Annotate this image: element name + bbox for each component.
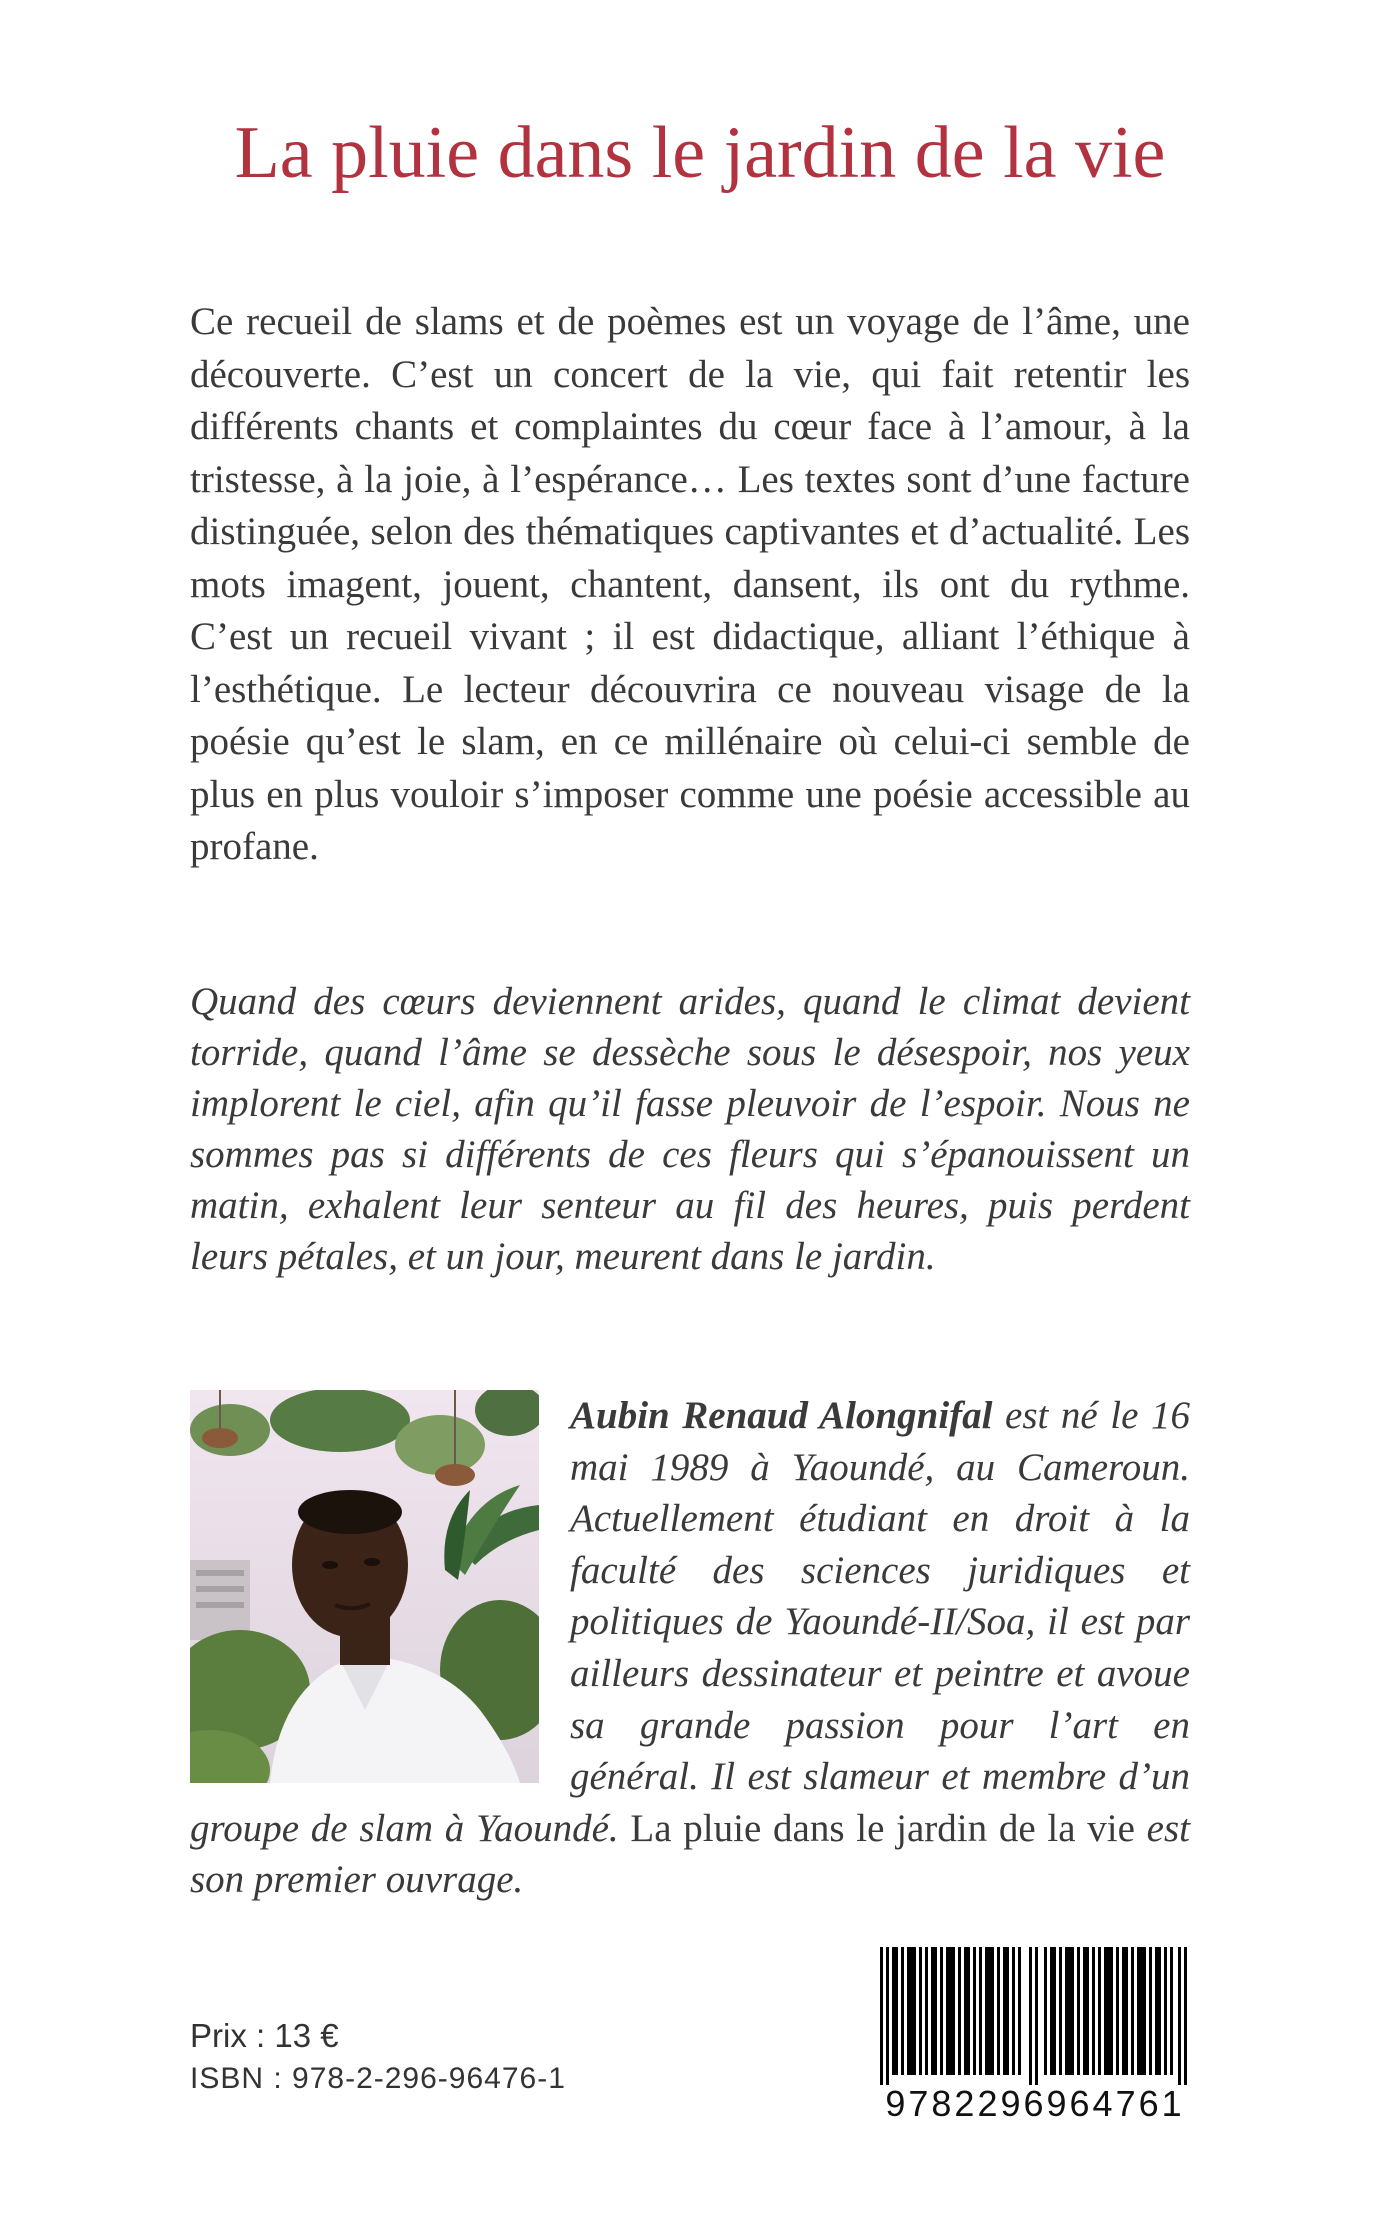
isbn-label: ISBN : 978-2-296-96476-1	[190, 2062, 566, 2095]
price-label: Prix : 13 €	[190, 2017, 339, 2054]
author-bio-ending: est son premier ouvrage.	[190, 1806, 1190, 1902]
book-summary: Ce recueil de slams et de poèmes est un voyage de l’âme, une découverte. C’est un concert de la vie, qui fait retentir les différents chants et complaintes du cœur face à l’amour, à la tristesse, à la joie, à l’espérance… Les textes sont d’une facture distinguée, selon des thématiques captivantes et d’actualité. Les mots imagent, jouent, chantent, dansent, ils ont du rythme. C’est un recueil vivant ; il est didactique, alliant l’éthique à l’esthétique. Le lecteur découvrira ce nouveau visage de la poésie qu’est le slam, en ce millénaire où celui-ci semble de plus en plus vouloir s’imposer comme une poésie accessible au profane.	[190, 300, 1190, 868]
isbn-barcode	[880, 1947, 1190, 2127]
author-bio-text: est né le 16 mai 1989 à Yaoundé, au Cameroun. Actuellement étudiant en droit à la faculté des sciences juridiques et politiques de Yaoundé-II/Soa, il est par ailleurs dessinateur et peintre et avoue sa grande passion pour l’art en général. Il est slameur et membre d’un groupe de slam à Yaoundé.	[190, 1394, 1190, 1850]
book-title: La pluie dans le jardin de la vie	[234, 112, 1166, 194]
barcode-digits: 9782296964761	[885, 2083, 1185, 2124]
bio-book-title: La pluie dans le jardin de la vie	[630, 1806, 1135, 1850]
barcode-bars	[880, 1947, 1190, 2085]
book-excerpt: Quand des cœurs deviennent arides, quand le climat devient torride, quand l’âme se dessèche sous le désespoir, nos yeux implorent le ciel, afin qu’il fasse pleuvoir de l’espoir. Nous ne sommes pas si différents de ces fleurs qui s’épanouissent un matin, exhalent leur senteur au fil des heures, puis perdent leurs pétales, et un jour, meurent dans le jardin.	[190, 980, 1190, 1278]
author-bio	[190, 1390, 1190, 1906]
author-name: Aubin Renaud Alongnifal	[570, 1394, 993, 1437]
photo-float-spacer	[190, 1390, 570, 1790]
